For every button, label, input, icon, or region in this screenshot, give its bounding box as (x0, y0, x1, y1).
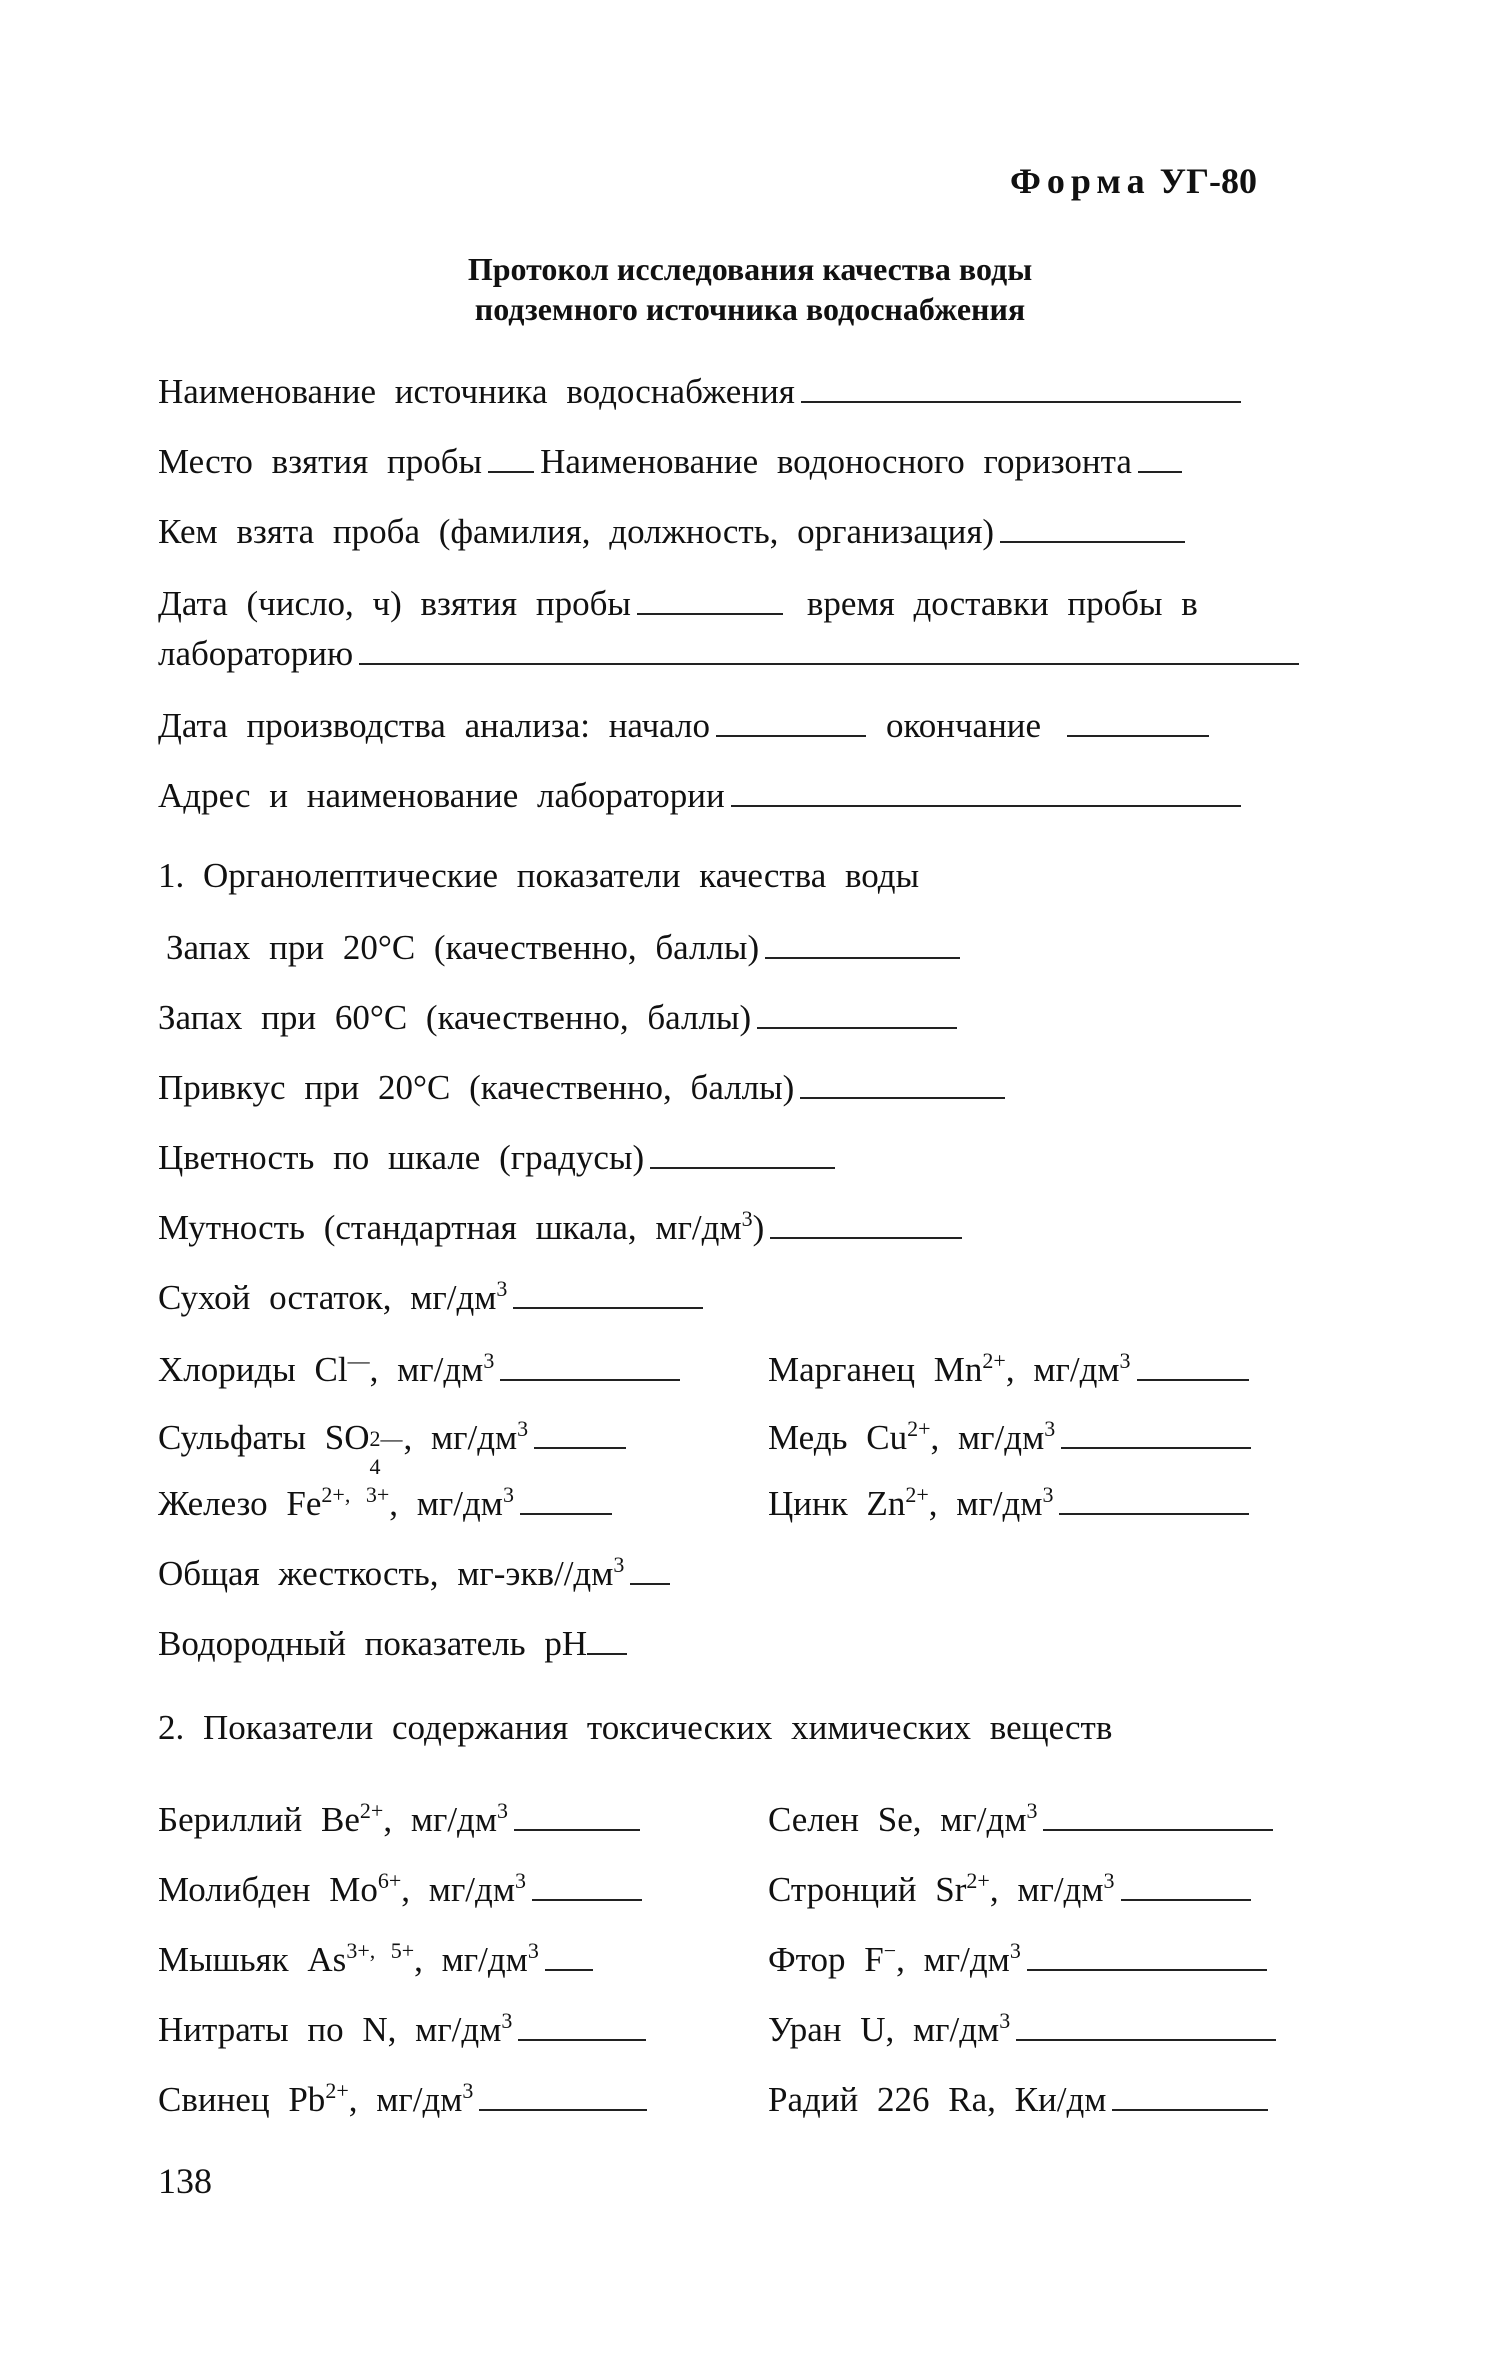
iron-field (158, 1484, 612, 1524)
arsenic-label: Мышьяк As (158, 1940, 347, 1979)
beryllium-charge: 2+ (359, 1798, 384, 1823)
color-label: Цветность по шкале (градусы) (158, 1138, 645, 1177)
fluorine-unit: , мг/дм (896, 1940, 1010, 1979)
section2-title: 2. Показатели содержания токсических химических веществ (158, 1708, 1113, 1747)
sampling-date-blank[interactable] (637, 611, 783, 615)
molybdenum-blank[interactable] (532, 1897, 642, 1901)
dry-residue-sup: 3 (496, 1276, 508, 1301)
hardness-unit-sup: 3 (613, 1552, 625, 1577)
dry-residue-blank[interactable] (513, 1305, 703, 1309)
lab-address-field (158, 776, 1241, 816)
uranium-field (768, 2010, 1276, 2050)
dry-residue-field (158, 1278, 703, 1318)
iron-charge: 2+, 3+ (321, 1482, 390, 1507)
turbidity-label: Мутность (стандартная шкала, мг/дм (158, 1208, 742, 1247)
strontium-field (768, 1870, 1251, 1910)
iron-label: Железо Fe (158, 1484, 322, 1523)
molybdenum-unit-sup: 3 (514, 1868, 526, 1893)
zinc-blank[interactable] (1059, 1511, 1249, 1515)
analysis-end-blank[interactable] (1067, 733, 1209, 737)
copper-field (768, 1418, 1251, 1458)
copper-charge: 2+ (907, 1416, 931, 1441)
uranium-unit-sup: 3 (999, 2008, 1011, 2033)
ph-field (158, 1624, 627, 1664)
copper-unit-sup: 3 (1044, 1416, 1056, 1441)
iron-unit-sup: 3 (502, 1482, 514, 1507)
source-name-label: Наименование источника водоснабжения (158, 372, 795, 411)
odor20-field (166, 928, 960, 968)
analysis-start-label: Дата производства анализа: начало (158, 706, 710, 745)
arsenic-charge: 3+, 5+ (346, 1938, 415, 1963)
ph-label: Водородный показатель рН (158, 1624, 588, 1663)
odor60-field (158, 998, 957, 1038)
lead-label: Свинец Pb (158, 2080, 326, 2119)
odor20-label: Запах при 20°С (качественно, баллы) (166, 928, 760, 967)
radium-label: Радий 226 Ra, Ки/дм (768, 2080, 1107, 2119)
sulfates-blank[interactable] (534, 1445, 626, 1449)
uranium-label: Уран U, мг/дм (768, 2010, 1000, 2049)
lead-blank[interactable] (479, 2107, 647, 2111)
uranium-blank[interactable] (1016, 2037, 1276, 2041)
strontium-unit: , мг/дм (989, 1870, 1104, 1909)
source-name-blank[interactable] (801, 399, 1241, 403)
fluorine-label: Фтор F (768, 1940, 884, 1979)
molybdenum-charge: 6+ (377, 1868, 402, 1893)
arsenic-unit: , мг/дм (414, 1940, 528, 1979)
aquifer-name-label: Наименование водоносного горизонта (540, 442, 1132, 481)
beryllium-unit: , мг/дм (383, 1800, 497, 1839)
nitrates-unit-sup: 3 (501, 2008, 513, 2033)
fluorine-blank[interactable] (1027, 1967, 1267, 1971)
arsenic-blank[interactable] (545, 1967, 593, 1971)
color-blank[interactable] (650, 1165, 835, 1169)
hardness-field (158, 1554, 670, 1594)
molybdenum-field (158, 1870, 642, 1910)
selenium-blank[interactable] (1043, 1827, 1273, 1831)
aquifer-name-blank[interactable] (1138, 469, 1182, 473)
chlorides-blank[interactable] (500, 1377, 680, 1381)
nitrates-field (158, 2010, 646, 2050)
lead-unit: , мг/дм (348, 2080, 463, 2119)
sampling-date-field (158, 584, 1198, 624)
selenium-label: Селен Se, мг/дм (768, 1800, 1027, 1839)
analysis-dates-field (158, 706, 1209, 746)
chlorides-unit-sup: 3 (483, 1348, 495, 1373)
sampling-place-blank[interactable] (488, 469, 534, 473)
arsenic-field (158, 1940, 593, 1980)
dry-residue-label: Сухой остаток, мг/дм (158, 1278, 497, 1317)
lead-charge: 2+ (325, 2078, 349, 2103)
form-number: УГ-80 (1159, 161, 1257, 201)
fluorine-field (768, 1940, 1267, 1980)
zinc-unit-sup: 3 (1042, 1482, 1054, 1507)
form-code (1010, 160, 1257, 202)
molybdenum-label: Молибден Mo (158, 1870, 378, 1909)
iron-blank[interactable] (520, 1511, 612, 1515)
odor20-blank[interactable] (765, 955, 960, 959)
form-word: Форма (1010, 161, 1151, 201)
chlorides-unit: , мг/дм (369, 1350, 484, 1389)
nitrates-label: Нитраты по N, мг/дм (158, 2010, 502, 2049)
sampled-by-field (158, 512, 1185, 552)
page-number: 138 (158, 2161, 212, 2201)
zinc-label: Цинк Zn (768, 1484, 906, 1523)
taste20-blank[interactable] (800, 1095, 1005, 1099)
manganese-charge: 2+ (982, 1348, 1006, 1373)
copper-unit: , мг/дм (930, 1418, 1045, 1457)
lab-address-label: Адрес и наименование лаборатории (158, 776, 725, 815)
section1-title: 1. Органолептические показатели качества воды (158, 856, 920, 895)
taste20-label: Привкус при 20°С (качественно, баллы) (158, 1068, 795, 1107)
manganese-blank[interactable] (1137, 1377, 1249, 1381)
lab-address-blank[interactable] (731, 803, 1241, 807)
turbidity-field (158, 1208, 962, 1248)
delivery-time-cont-field (158, 634, 1299, 674)
copper-label: Медь Cu (768, 1418, 908, 1457)
strontium-label: Стронций Sr (768, 1870, 967, 1909)
sulfates-field: Сульфаты SO 2— 4 , $мг/дм^3$ (158, 1418, 626, 1458)
chlorides-field (158, 1350, 680, 1390)
selenium-field (768, 1800, 1273, 1840)
protocol-title-line1: Протокол исследования качества воды (467, 251, 1033, 287)
sulfates-unit-sup: 3 (517, 1416, 529, 1441)
nitrates-blank[interactable] (518, 2037, 646, 2041)
zinc-unit: , мг/дм (928, 1484, 1043, 1523)
sampled-by-label: Кем взята проба (фамилия, должность, организация) (158, 512, 995, 551)
delivery-time-blank[interactable] (359, 661, 1299, 665)
manganese-label: Марганец Mn (768, 1350, 983, 1389)
radium-blank[interactable] (1112, 2107, 1268, 2111)
ph-blank[interactable] (587, 1651, 627, 1655)
iron-unit: , мг/дм (389, 1484, 503, 1523)
beryllium-blank[interactable] (514, 1827, 640, 1831)
hardness-blank[interactable] (630, 1581, 670, 1585)
fluorine-unit-sup: 3 (1009, 1938, 1021, 1963)
turbidity-close: ) (752, 1208, 765, 1247)
turbidity-blank[interactable] (770, 1235, 962, 1239)
zinc-charge: 2+ (905, 1482, 929, 1507)
manganese-unit-sup: 3 (1119, 1348, 1131, 1373)
strontium-charge: 2+ (966, 1868, 990, 1893)
sampling-date-label: Дата (число, ч) взятия пробы (158, 584, 631, 623)
delivery-time-cont-label: лабораторию (158, 634, 354, 673)
protocol-title-line2: подземного источника водоснабжения (474, 291, 1026, 327)
radium-field (768, 2080, 1268, 2120)
strontium-unit-sup: 3 (1103, 1868, 1115, 1893)
arsenic-unit-sup: 3 (527, 1938, 539, 1963)
selenium-unit-sup: 3 (1026, 1798, 1038, 1823)
delivery-time-label: время доставки пробы в (806, 584, 1198, 623)
sulfates-unit: , мг/дм (403, 1418, 518, 1457)
odor60-blank[interactable] (757, 1025, 957, 1029)
odor60-label: Запах при 60°С (качественно, баллы) (158, 998, 752, 1037)
taste20-field (158, 1068, 1005, 1108)
chlorides-label: Хлориды Cl (158, 1350, 348, 1389)
sampled-by-blank[interactable] (1000, 539, 1185, 543)
lead-field (158, 2080, 647, 2120)
beryllium-unit-sup: 3 (497, 1798, 508, 1823)
sampling-place-field (158, 442, 1182, 482)
chlorides-charge: — (347, 1348, 370, 1373)
lead-unit-sup: 3 (462, 2078, 474, 2103)
sampling-place-label: Место взятия пробы (158, 442, 483, 481)
manganese-unit: , мг/дм (1005, 1350, 1120, 1389)
analysis-start-blank[interactable] (716, 733, 866, 737)
color-field (158, 1138, 835, 1178)
hardness-label: Общая жесткость, мг-экв//дм (158, 1554, 614, 1593)
manganese-field (768, 1350, 1249, 1390)
strontium-blank[interactable] (1121, 1897, 1251, 1901)
copper-blank[interactable] (1061, 1445, 1251, 1449)
source-name-field (158, 372, 1241, 412)
turbidity-sup: 3 (741, 1206, 753, 1231)
beryllium-field (158, 1800, 640, 1840)
sulfates-label: Сульфаты SO (158, 1418, 370, 1457)
beryllium-label: Бериллий Be (158, 1800, 360, 1839)
molybdenum-unit: , мг/дм (401, 1870, 515, 1909)
analysis-end-label: окончание (885, 706, 1042, 745)
fluorine-charge: − (883, 1938, 897, 1963)
zinc-field (768, 1484, 1249, 1524)
